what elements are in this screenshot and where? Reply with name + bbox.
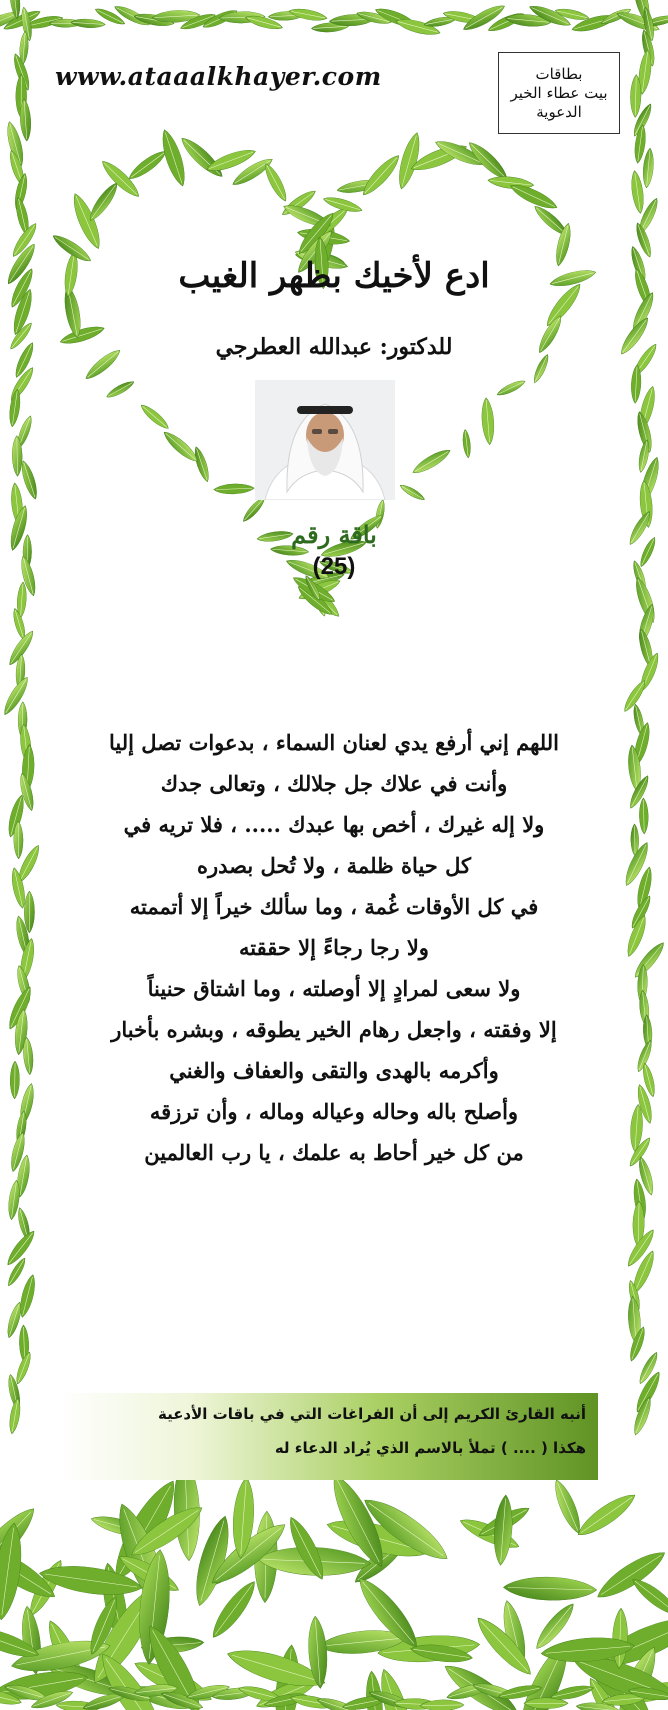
note-line-1: أنبه القارئ الكريم إلى أن الفراغات التي في باقات الأدعية — [157, 1405, 586, 1423]
leaf-shape — [628, 1574, 668, 1620]
dua-text — [60, 722, 608, 1173]
author-portrait — [255, 380, 395, 500]
dua-line: كل حياة ظلمة ، ولا تُحل بصدره — [197, 853, 471, 878]
stamp-line-1: بطاقات — [535, 64, 583, 83]
dua-line: ولا سعى لمرادٍ إلا أوصلته ، وما اشتاق حنيناً — [147, 976, 521, 1001]
package-number: (25) — [312, 553, 356, 580]
dua-line: إلا وفقته ، واجعل رهام الخير يطوقه ، وبشره بأخبار — [111, 1017, 557, 1042]
dua-line: اللهم إني أرفع يدي لعنان السماء ، بدعوات تصل إليا — [109, 730, 559, 755]
author-name: للدكتور: عبدالله العطرجي — [215, 334, 453, 360]
stamp-line-3: الدعوية — [536, 102, 582, 121]
dua-line: في كل الأوقات غُمة ، وما سألك خيراً إلا أتممته — [129, 894, 539, 919]
stamp-line-2: بيت عطاء الخير — [510, 83, 608, 102]
package-label: باقة رقم — [291, 520, 377, 549]
dua-line: من كل خير أحاط به علمك ، يا رب العالمين — [144, 1140, 524, 1165]
reader-note-banner — [58, 1393, 598, 1480]
dua-line: وأنت في علاك جل جلالك ، وتعالى جدك — [160, 771, 508, 796]
site-url: www.ataaalkhayer.com — [55, 62, 382, 91]
dua-line: ولا رجا رجاءً إلا حققته — [239, 935, 429, 960]
dua-line: وأكرمه بالهدى والتقى والعفاف والغني — [169, 1058, 499, 1083]
note-line-2: هكذا ( .... ) تملأ بالاسم الذي يُراد الدعاء له — [274, 1439, 586, 1457]
card-title: ادع لأخيك بظهر الغيب — [178, 256, 490, 296]
dua-line: وأصلح باله وحاله وعياله وماله ، وأن ترزقه — [149, 1099, 519, 1124]
dua-line: ولا إله غيرك ، أخص بها عبدك ..... ، فلا تريه في — [123, 812, 545, 837]
